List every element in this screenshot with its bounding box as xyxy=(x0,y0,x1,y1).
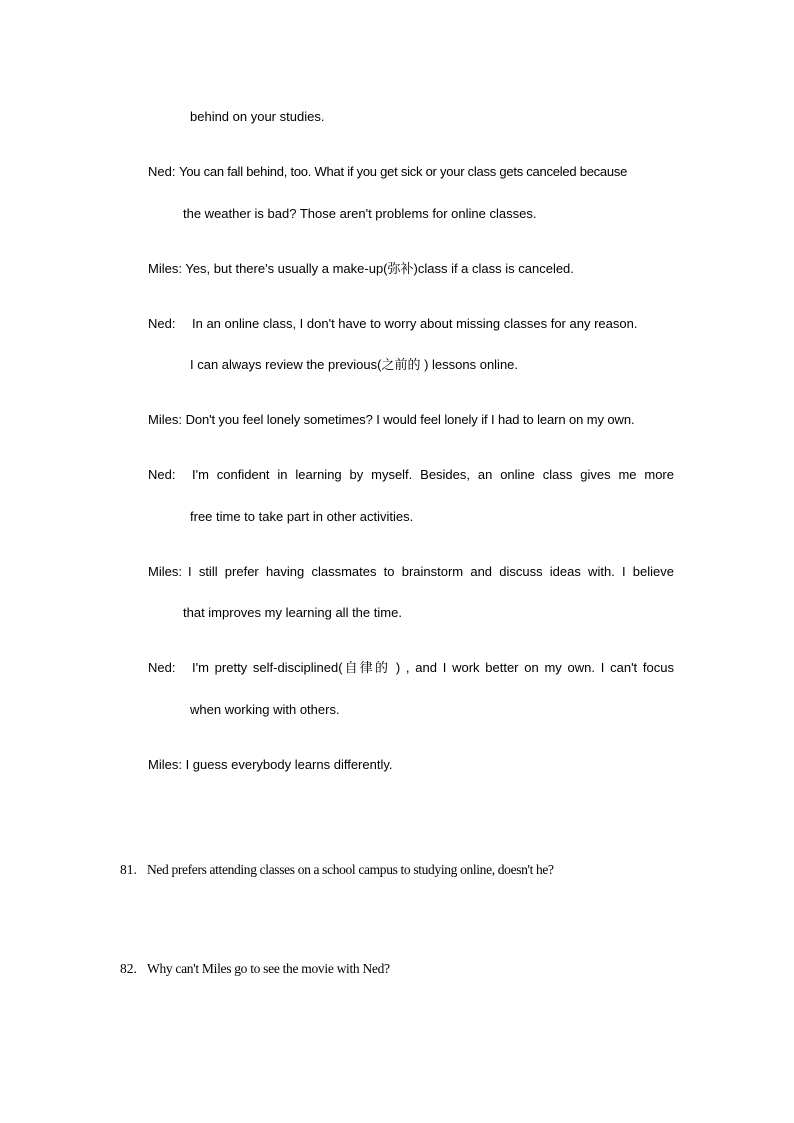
dialogue-turn-miles xyxy=(148,564,182,580)
dialogue-continuation: behind on your studies. xyxy=(190,109,325,124)
speaker-label: Ned: xyxy=(148,660,176,675)
speaker-label: Ned: xyxy=(148,164,176,179)
dialogue-turn-ned xyxy=(148,660,192,676)
question-number: 81. xyxy=(120,862,137,877)
dialogue-line: free time to take part in other activities. xyxy=(190,509,414,524)
dialogue-line: Don't you feel lonely sometimes? I would feel lonely if I had to learn on my own. xyxy=(185,412,635,427)
dialogue-turn-miles xyxy=(148,757,393,773)
dialogue-line: Yes, but there's usually a make-up(弥补)class if a class is canceled. xyxy=(185,261,574,276)
question-text: Ned prefers attending classes on a school campus to studying online, doesn't he? xyxy=(147,862,554,877)
dialogue-turn-ned xyxy=(148,316,637,332)
question-text: Why can't Miles go to see the movie with Ned? xyxy=(147,961,390,976)
question-82 xyxy=(120,961,390,977)
dialogue-turn-miles xyxy=(148,261,574,277)
dialogue-line: I still prefer having classmates to brainstorm and discuss ideas with. I believe xyxy=(188,564,674,579)
dialogue-line: when working with others. xyxy=(190,702,340,717)
dialogue-line: I'm confident in learning by myself. Besides, an online class gives me more xyxy=(192,467,674,482)
question-81 xyxy=(120,862,554,878)
dialogue-line: I guess everybody learns differently. xyxy=(185,757,393,772)
dialogue-turn-ned xyxy=(148,467,192,483)
question-number: 82. xyxy=(120,961,137,976)
dialogue-turn-miles xyxy=(148,412,634,428)
speaker-label: Ned: xyxy=(148,316,176,331)
dialogue-line: You can fall behind, too. What if you get sick or your class gets canceled because xyxy=(179,164,628,179)
dialogue-turn-ned xyxy=(148,164,627,180)
dialogue-line: that improves my learning all the time. xyxy=(183,605,402,620)
dialogue-line: I'm pretty self-disciplined(自律的 ) , and I work better on my own. I can't focus xyxy=(192,660,674,675)
speaker-label: Ned: xyxy=(148,467,176,482)
dialogue-line: I can always review the previous(之前的 ) lessons online. xyxy=(190,357,519,372)
speaker-label: Miles: xyxy=(148,261,182,276)
speaker-label: Miles: xyxy=(148,412,182,427)
dialogue-line: In an online class, I don't have to worry about missing classes for any reason. xyxy=(192,316,638,331)
dialogue-line: the weather is bad? Those aren't problems for online classes. xyxy=(183,206,537,221)
speaker-label: Miles: xyxy=(148,564,182,579)
speaker-label: Miles: xyxy=(148,757,182,772)
